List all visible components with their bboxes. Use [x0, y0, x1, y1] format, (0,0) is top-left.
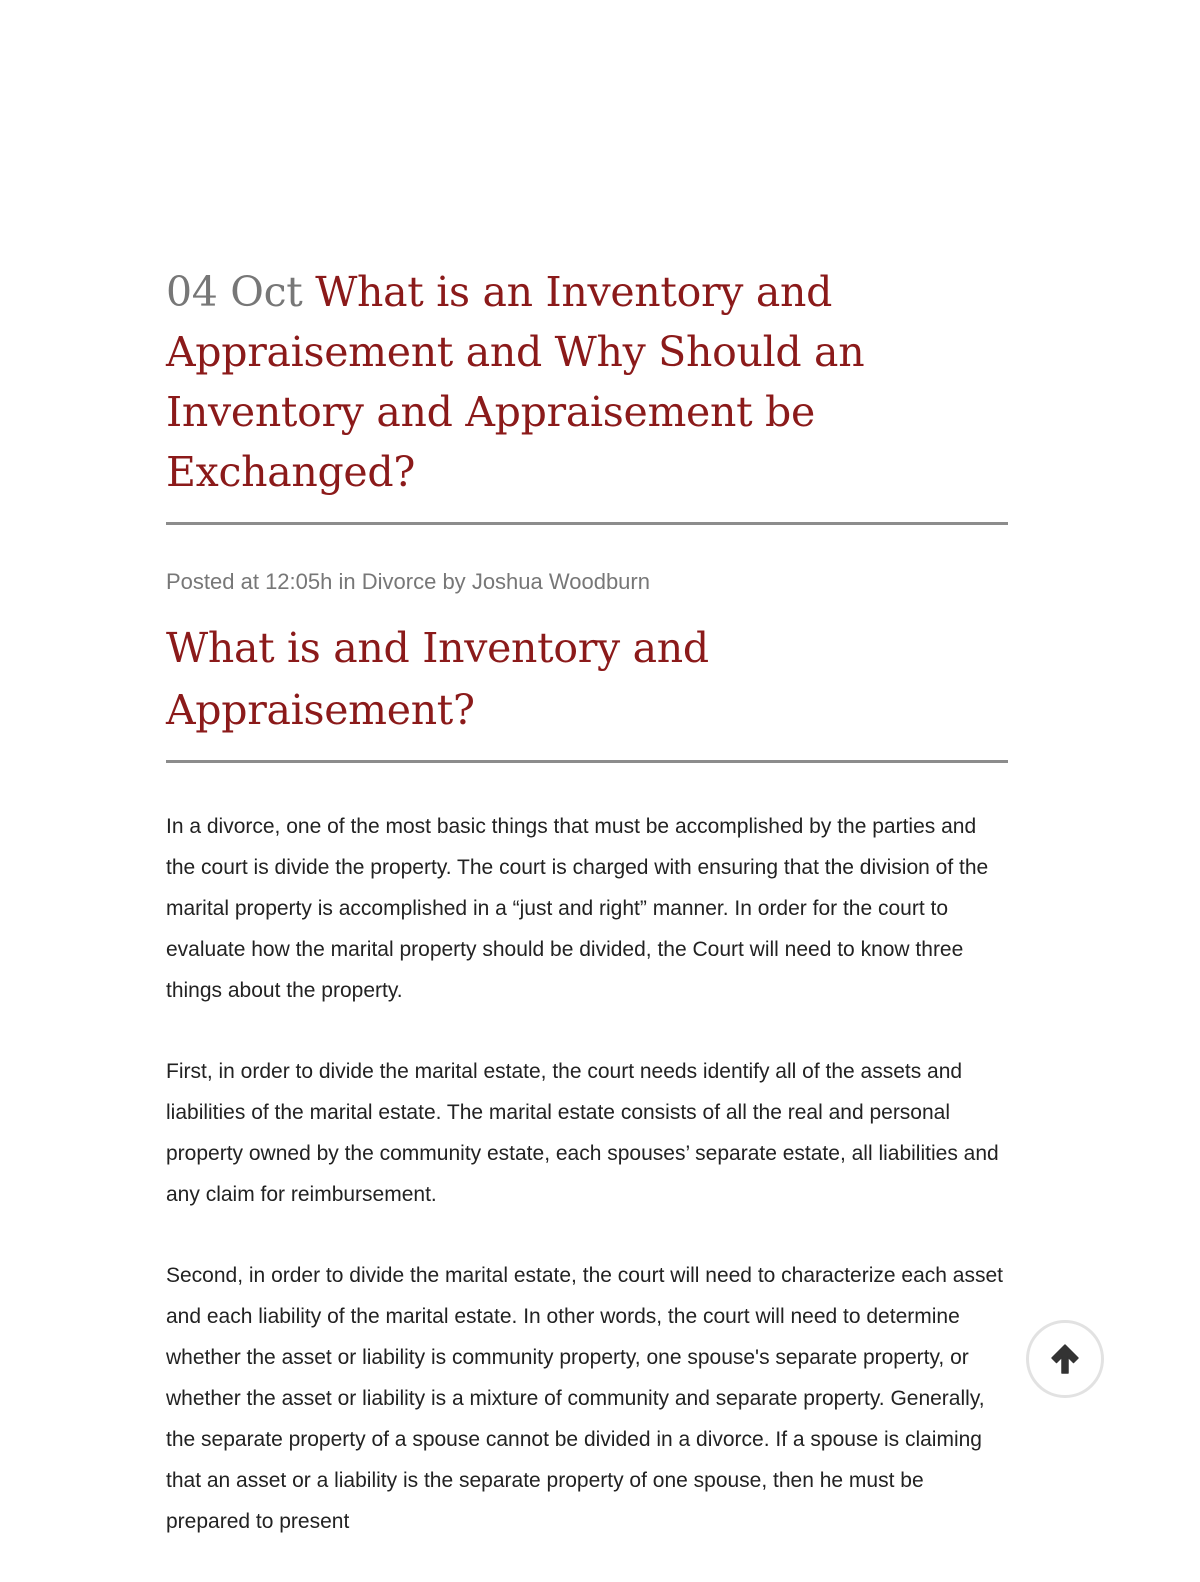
post-title: What is an Inventory and Appraisement and Why Should an Inventory and Appraisement be Exchanged? [166, 268, 865, 496]
section-heading: What is and Inventory and Appraisement? [166, 624, 709, 734]
post-date: 04 Oct [166, 268, 303, 316]
title-divider [166, 522, 1008, 525]
paragraph: In a divorce, one of the most basic things that must be accomplished by the parties and the court is divide the property. The court is charged with ensuring that the division of the marital property is accomplished in a “just and right” manner. In order for the court to evaluate how the marital property should be divided, the Court will need to know three things about the property. [166, 815, 989, 1002]
meta-in-label: in [338, 569, 356, 594]
post-meta [166, 567, 1008, 597]
scroll-to-top-button[interactable] [1026, 1320, 1104, 1398]
post-content [166, 806, 1008, 1542]
posted-at: Posted at 12:05h [166, 569, 333, 594]
section-divider [166, 760, 1008, 763]
post-title-heading [166, 262, 1008, 502]
author-link[interactable]: Joshua Woodburn [471, 569, 650, 594]
meta-by-label: by [442, 569, 466, 594]
arrow-up-icon [1049, 1342, 1081, 1376]
category-link[interactable]: Divorce [361, 569, 437, 594]
paragraph: Second, in order to divide the marital estate, the court will need to characterize each asset and each liability of the marital estate. In other words, the court will need to determine whether the asset or liability is community property, one spouse's separate property, or whether the asset or liability is a mixture of community and separate property. Generally, the separate property of a spouse cannot be divided in a divorce. If a spouse is claiming that an asset or a liability is the separate property of one spouse, then he must be prepared to present [166, 1264, 1003, 1533]
blog-post [166, 262, 1008, 1582]
paragraph: First, in order to divide the marital estate, the court needs identify all of the assets and liabilities of the marital estate. The marital estate consists of all the real and personal property owned by the community estate, each spouses’ separate estate, all liabilities and any claim for reimbursement. [166, 1060, 999, 1206]
